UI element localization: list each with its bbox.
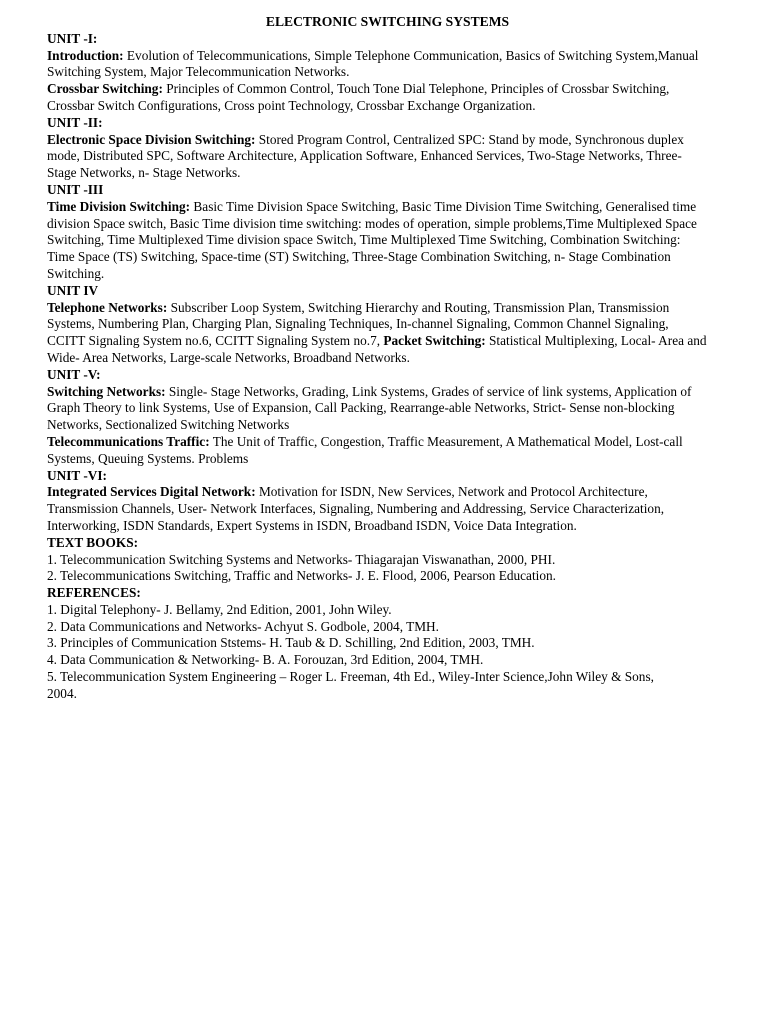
telephone-networks-text: Subscriber Loop System, Switching Hierarchy and Routing, Transmission Plan, Transmission Systems, Numbering Plan, Charging Plan, Signaling Techniques, In-channel Signaling, Common Channel Signaling, CCITT Signaling System no.6, CCITT Signaling System no.7, [47,299,670,349]
references-heading: REFERENCES: [47,585,141,601]
unit-3-heading: UNIT -III [47,181,104,197]
unit-5-traffic [47,434,708,468]
unit-2-heading: UNIT -II: [47,114,103,130]
unit-6-heading: UNIT -VI: [47,467,107,483]
reference-item: 4. Data Communication & Networking- B. A. Forouzan, 3rd Edition, 2004, TMH. [47,652,484,668]
isdn-text: Motivation for ISDN, New Services, Network and Protocol Architecture, Transmission Channels, User- Network Interfaces, Signaling, Numbering and Addressing, Service Characterization, Interworking, ISDN Standards, Expert Systems in ISDN, Broadband ISDN, Voice Data Integration. [47,484,665,533]
crossbar-label: Crossbar Switching: [47,81,163,97]
unit-1-introduction [47,48,708,82]
introduction-text: Evolution of Telecommunications, Simple Telephone Communication, Basics of Switching System,Manual Switching System, Major Telecommunication Networks. [47,47,699,80]
switching-networks-text: Single- Stage Networks, Grading, Link Systems, Grades of service of link systems, Application of Graph Theory to link Systems, Use of Expansion, Call Packing, Rearrange-able Networks, Strict- Sense non-blocking Networks, Sectionalized Switching Networks [47,383,692,433]
reference-item: 5. Telecommunication System Engineering – Roger L. Freeman, 4th Ed., Wiley-Inter Science,John Wiley & Sons, [47,669,654,685]
reference-item: 1. Digital Telephony- J. Bellamy, 2nd Edition, 2001, John Wiley. [47,601,392,617]
unit-1-heading: UNIT -I: [47,30,98,46]
unit-5-heading: UNIT -V: [47,366,101,382]
page-title: ELECTRONIC SWITCHING SYSTEMS [265,14,510,29]
space-division-text: Stored Program Control, Centralized SPC: Stand by mode, Synchronous duplex mode, Distributed SPC, Software Architecture, Application Software, Enhanced Services, Two-Stage Networks, Three-Stage Networks, n- Stage Networks. [47,131,684,181]
crossbar-text: Principles of Common Control, Touch Tone Dial Telephone, Principles of Crossbar Switching, Crossbar Switch Configurations, Cross point Technology, Crossbar Exchange Organization. [47,81,670,113]
textbook-item: 2. Telecommunications Switching, Traffic and Networks- J. E. Flood, 2006, Pearson Education. [47,568,556,584]
unit-3-content [47,199,708,283]
unit-4-content [47,300,708,367]
unit-5-switching-networks [47,384,708,434]
unit-6-content [47,484,708,534]
introduction-label: Introduction: [47,47,124,63]
telephone-networks-label: Telephone Networks: [47,299,168,315]
time-division-text: Basic Time Division Space Switching, Basic Time Division Time Switching, Generalised time division Space switch, Basic Time division time switching: modes of operation, simple problems,Time Multiplexed Space Switching, Time Multiplexed Time division space Switch, Time Multiplexed Time Switching, Combination Switching: Time Space (TS) Switching, Space-time (ST) Switching, Three-Stage Combination Switching, n- Stage Combination Switching. [47,198,697,281]
switching-networks-label: Switching Networks: [47,383,166,399]
traffic-text: The Unit of Traffic, Congestion, Traffic Measurement, A Mathematical Model, Lost-call Systems, Queuing Systems. Problems [47,433,683,466]
time-division-label: Time Division Switching: [47,198,191,214]
reference-item: 2. Data Communications and Networks- Achyut S. Godbole, 2004, TMH. [47,618,439,634]
textbook-item: 1. Telecommunication Switching Systems and Networks- Thiagarajan Viswanathan, 2000, PHI. [47,551,556,567]
packet-switching-text: Statistical Multiplexing, Local- Area and Wide- Area Networks, Large-scale Networks, Broadband Networks. [47,333,707,365]
unit-2-content [47,132,708,182]
space-division-label: Electronic Space Division Switching: [47,131,256,147]
unit-1-crossbar [47,81,708,115]
isdn-label: Integrated Services Digital Network: [47,484,256,500]
unit-4-heading: UNIT IV [47,282,99,298]
reference-item: 2004. [47,685,77,701]
textbooks-heading: TEXT BOOKS: [47,534,139,550]
packet-switching-label: Packet Switching: [383,333,486,349]
traffic-label: Telecommunications Traffic: [47,433,210,449]
reference-item: 3. Principles of Communication Ststems- H. Taub & D. Schilling, 2nd Edition, 2003, TMH. [47,635,535,651]
